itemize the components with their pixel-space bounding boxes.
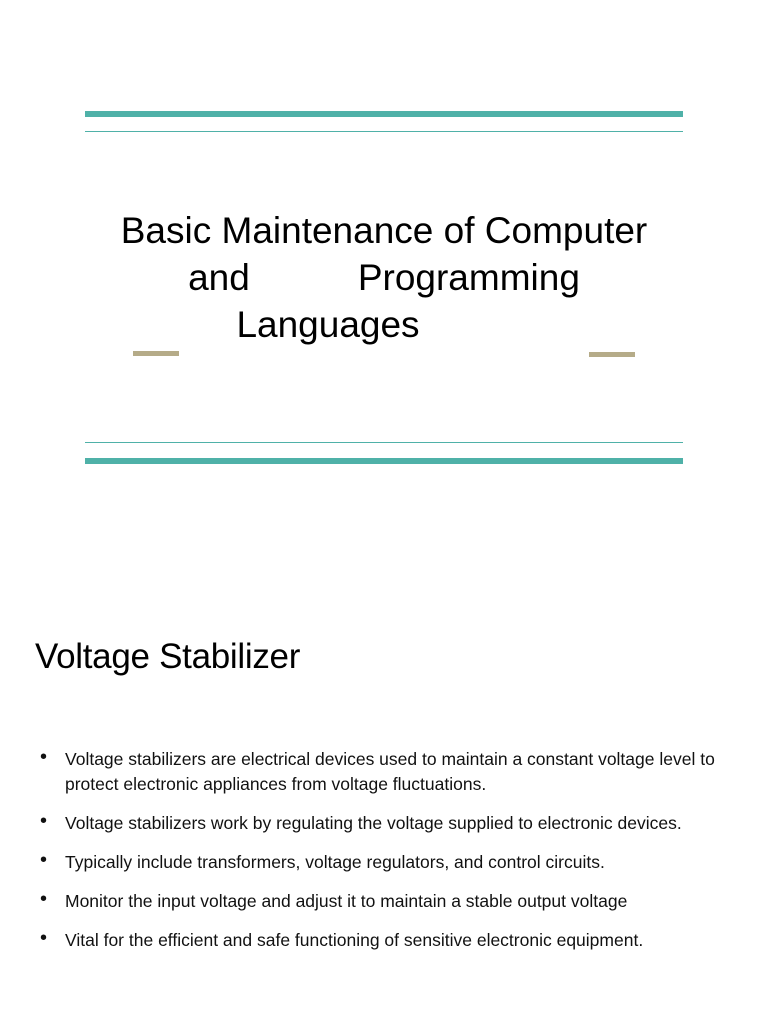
slide-heading: Voltage Stabilizer	[35, 637, 301, 676]
bullet-icon: •	[40, 888, 48, 910]
top-thin-rule	[85, 131, 683, 132]
title-word-and: and	[188, 257, 250, 298]
bullet-text: Vital for the efficient and safe functioning of sensitive electronic equipment.	[65, 930, 644, 950]
bullet-icon: •	[40, 849, 48, 871]
bullet-text: Voltage stabilizers are electrical devices used to maintain a constant voltage level to protect electronic appliances from voltage fluctuations.	[65, 749, 715, 794]
bullet-icon: •	[40, 746, 48, 768]
list-item	[40, 747, 730, 797]
bottom-thin-rule	[85, 442, 683, 443]
list-item	[40, 889, 730, 914]
top-thick-rule	[85, 111, 683, 117]
list-item	[40, 811, 730, 836]
title-line-3: Languages	[236, 304, 420, 345]
list-item	[40, 850, 730, 875]
bottom-thick-rule	[85, 458, 683, 464]
list-item	[40, 928, 730, 953]
bullet-text: Typically include transformers, voltage regulators, and control circuits.	[65, 852, 605, 872]
left-accent-bar	[133, 351, 179, 356]
title-line-2	[85, 254, 683, 301]
content-slide	[0, 512, 768, 1024]
bullet-text: Voltage stabilizers work by regulating the voltage supplied to electronic devices.	[65, 813, 682, 833]
right-accent-bar	[589, 352, 635, 357]
bullet-icon: •	[40, 810, 48, 832]
bullet-text: Monitor the input voltage and adjust it to maintain a stable output voltage	[65, 891, 628, 911]
presentation-title	[85, 207, 683, 348]
title-word-programming: Programming	[357, 257, 580, 298]
bullet-list	[40, 747, 730, 967]
title-line-1: Basic Maintenance of Computer	[120, 210, 648, 251]
bullet-icon: •	[40, 927, 48, 949]
